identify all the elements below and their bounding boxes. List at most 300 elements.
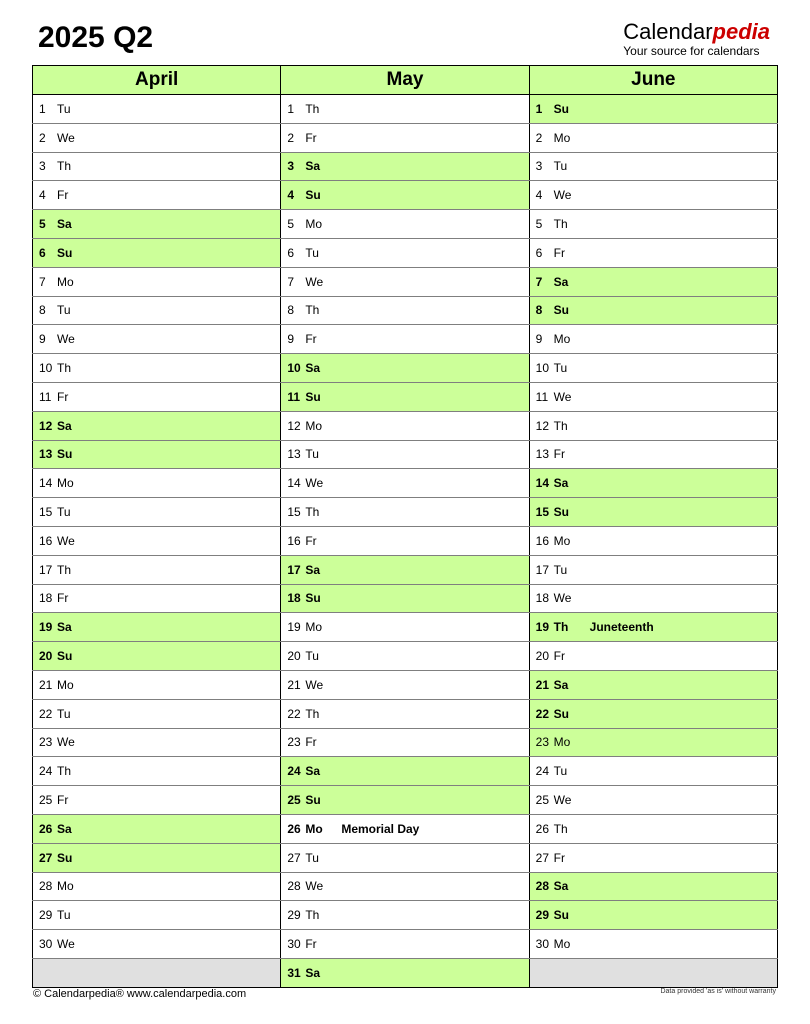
day-number: 22 [287, 706, 301, 721]
day-cell [529, 901, 777, 930]
calendar-row [33, 555, 778, 584]
day-of-week: Mo [57, 274, 74, 289]
day-of-week: Mo [553, 735, 571, 750]
day-cell [529, 440, 777, 469]
day-number: 24 [39, 764, 53, 779]
day-of-week: Fr [553, 245, 565, 260]
day-of-week: Mo [305, 821, 323, 836]
day-of-week: Fr [305, 130, 317, 145]
day-number: 8 [535, 303, 543, 318]
calendar-row [33, 95, 778, 124]
calendar-row [33, 843, 778, 872]
day-cell [529, 670, 777, 699]
day-cell [33, 210, 281, 239]
day-number: 26 [287, 821, 301, 836]
day-cell [529, 584, 777, 613]
day-cell [33, 267, 281, 296]
footer-disclaimer: Data provided 'as is' without warranty [660, 988, 776, 995]
day-cell [281, 584, 529, 613]
day-of-week: We [57, 533, 75, 548]
calendar-row [33, 757, 778, 786]
day-cell [281, 901, 529, 930]
day-of-week: Sa [57, 217, 72, 232]
day-number: 8 [287, 303, 295, 318]
day-cell [281, 699, 529, 728]
day-number: 1 [287, 101, 295, 116]
day-number: 15 [39, 505, 53, 520]
day-number: 27 [535, 850, 550, 865]
calendar-row [33, 728, 778, 757]
day-number: 21 [39, 677, 53, 692]
day-of-week: Sa [553, 274, 569, 289]
calendar-row [33, 699, 778, 728]
day-of-week: Sa [57, 418, 72, 433]
day-cell [33, 238, 281, 267]
day-of-week: Su [57, 447, 73, 462]
calendar-row [33, 296, 778, 325]
day-cell [33, 325, 281, 354]
day-number: 25 [39, 793, 53, 808]
day-of-week: We [553, 389, 572, 404]
day-number: 5 [287, 217, 295, 232]
day-number: 22 [39, 706, 53, 721]
day-number: 20 [535, 649, 550, 664]
day-cell [529, 757, 777, 786]
day-of-week: Th [57, 562, 72, 577]
day-number: 18 [287, 591, 301, 606]
day-of-week: Su [57, 649, 73, 664]
calendar-row [33, 123, 778, 152]
holiday-label: Juneteenth [589, 620, 654, 635]
day-number: 3 [535, 159, 543, 174]
day-number: 12 [287, 418, 301, 433]
day-number: 15 [535, 505, 550, 520]
day-of-week: Sa [305, 361, 321, 376]
day-cell [529, 95, 777, 124]
day-of-week: We [57, 735, 75, 750]
day-number: 28 [535, 879, 550, 894]
day-cell [281, 670, 529, 699]
day-of-week: Tu [305, 850, 319, 865]
day-cell [281, 613, 529, 642]
day-cell [281, 757, 529, 786]
day-cell [281, 382, 529, 411]
day-cell [33, 699, 281, 728]
calendar-row [33, 181, 778, 210]
calendar-row [33, 814, 778, 843]
day-number: 29 [287, 908, 301, 923]
day-of-week: We [305, 879, 324, 894]
day-number: 30 [287, 937, 301, 951]
day-cell [529, 872, 777, 901]
day-number: 4 [287, 188, 295, 203]
day-of-week: Tu [553, 764, 568, 779]
day-cell [33, 930, 281, 959]
day-cell [33, 814, 281, 843]
day-number: 17 [287, 562, 301, 577]
day-number: 2 [535, 130, 543, 145]
day-cell [529, 382, 777, 411]
day-number: 6 [535, 245, 543, 260]
day-number: 7 [39, 274, 46, 289]
day-of-week: Tu [57, 303, 71, 318]
calendar-row [33, 613, 778, 642]
day-of-week: Fr [57, 793, 69, 808]
day-cell [281, 728, 529, 757]
day-number: 19 [535, 620, 550, 635]
day-cell [529, 728, 777, 757]
day-number: 27 [39, 850, 53, 865]
calendar-row [33, 238, 778, 267]
day-cell [33, 123, 281, 152]
day-cell [33, 843, 281, 872]
day-cell [281, 469, 529, 498]
day-cell [33, 469, 281, 498]
day-of-week: Fr [305, 533, 317, 548]
day-number: 21 [535, 677, 550, 692]
day-cell [529, 498, 777, 527]
day-number: 25 [535, 793, 550, 808]
day-number: 11 [287, 389, 301, 404]
day-cell [33, 584, 281, 613]
day-of-week: Su [305, 188, 321, 203]
calendar-row [33, 469, 778, 498]
day-of-week: Fr [553, 649, 565, 664]
day-cell [529, 786, 777, 815]
day-of-week: Th [553, 821, 568, 836]
day-of-week: We [553, 591, 572, 606]
day-of-week: Fr [305, 937, 317, 951]
day-cell [281, 210, 529, 239]
day-number: 6 [39, 245, 46, 260]
day-number: 12 [535, 418, 550, 433]
calendar-row [33, 267, 778, 296]
calendar-row [33, 354, 778, 383]
day-of-week: Mo [553, 937, 571, 951]
day-of-week: Mo [57, 879, 74, 894]
day-number: 6 [287, 245, 295, 260]
day-cell [33, 757, 281, 786]
day-cell [529, 469, 777, 498]
calendar-table [32, 65, 778, 988]
day-cell [529, 181, 777, 210]
day-cell [281, 238, 529, 267]
day-of-week: Mo [305, 418, 322, 433]
day-cell [281, 786, 529, 815]
calendar-row [33, 325, 778, 354]
day-cell [529, 325, 777, 354]
day-of-week: Su [57, 245, 73, 260]
day-cell [281, 958, 529, 987]
day-cell [33, 613, 281, 642]
day-number: 10 [287, 361, 301, 376]
day-of-week: Th [553, 418, 568, 433]
day-cell [33, 555, 281, 584]
day-of-week: Th [305, 303, 320, 318]
brand-name-main: Calendar [623, 19, 713, 44]
day-of-week: Mo [553, 533, 571, 548]
day-number: 30 [535, 937, 550, 951]
calendar-row [33, 152, 778, 181]
day-number: 23 [535, 735, 550, 750]
day-cell [529, 267, 777, 296]
day-of-week: Th [305, 505, 320, 520]
day-of-week: Mo [305, 620, 322, 635]
day-cell [529, 930, 777, 959]
day-number: 22 [535, 706, 550, 721]
day-of-week: Tu [305, 245, 319, 260]
day-cell [281, 411, 529, 440]
day-number: 14 [535, 476, 550, 491]
brand-tagline: Your source for calendars [623, 44, 760, 58]
day-cell [529, 526, 777, 555]
day-number: 28 [287, 879, 301, 894]
day-number: 2 [39, 130, 46, 145]
day-of-week: Sa [305, 562, 321, 577]
day-cell [33, 498, 281, 527]
day-number: 14 [287, 476, 301, 491]
day-cell [529, 411, 777, 440]
day-of-week: We [57, 130, 75, 145]
day-number: 11 [535, 389, 549, 404]
day-of-week: Sa [553, 879, 569, 894]
calendar-row [33, 382, 778, 411]
day-cell [33, 95, 281, 124]
calendar-row [33, 872, 778, 901]
day-cell [529, 814, 777, 843]
page-title: 2025 Q2 [38, 21, 154, 54]
day-cell [33, 354, 281, 383]
day-number: 25 [287, 793, 301, 808]
day-cell [281, 354, 529, 383]
day-number: 16 [39, 533, 53, 548]
day-of-week: Mo [57, 677, 74, 692]
day-cell [33, 296, 281, 325]
brand-logo[interactable] [623, 20, 770, 58]
day-cell [529, 210, 777, 239]
day-of-week: Sa [305, 159, 321, 174]
day-of-week: Mo [305, 217, 322, 232]
calendar-row [33, 786, 778, 815]
day-number: 9 [535, 332, 543, 347]
day-cell [529, 296, 777, 325]
day-number: 16 [287, 533, 301, 548]
day-number: 18 [535, 591, 550, 606]
day-number: 12 [39, 418, 53, 433]
day-of-week: Su [305, 389, 321, 404]
calendar-row [33, 958, 778, 987]
day-cell [529, 642, 777, 671]
day-number: 13 [39, 447, 53, 462]
day-of-week: Sa [57, 821, 72, 836]
day-of-week: Sa [305, 965, 321, 980]
day-of-week: Su [553, 101, 569, 116]
day-of-week: Th [57, 361, 72, 376]
day-of-week: Tu [305, 447, 319, 462]
day-cell [529, 555, 777, 584]
day-of-week: We [305, 274, 324, 289]
day-cell [33, 526, 281, 555]
day-of-week: Mo [553, 332, 571, 347]
day-number: 2 [287, 130, 295, 145]
day-number: 11 [39, 389, 52, 404]
day-cell [281, 95, 529, 124]
day-number: 4 [39, 188, 46, 203]
day-cell [281, 296, 529, 325]
holiday-label: Memorial Day [341, 821, 420, 836]
day-cell [281, 123, 529, 152]
day-of-week: Tu [57, 908, 71, 923]
calendar-row [33, 901, 778, 930]
day-number: 7 [287, 274, 295, 289]
day-cell [33, 786, 281, 815]
month-header-june: June [529, 66, 777, 95]
day-number: 13 [287, 447, 301, 462]
day-of-week: Su [305, 793, 321, 808]
day-number: 19 [287, 620, 301, 635]
day-of-week: Su [57, 850, 73, 865]
empty-cell [529, 958, 777, 987]
day-cell [33, 152, 281, 181]
day-number: 26 [535, 821, 550, 836]
day-of-week: Th [57, 159, 72, 174]
calendar-row [33, 670, 778, 699]
day-number: 3 [39, 159, 46, 174]
day-of-week: Sa [553, 476, 569, 491]
day-of-week: Fr [57, 188, 69, 203]
day-number: 1 [535, 101, 543, 116]
calendar-body [33, 95, 778, 988]
day-of-week: Mo [553, 130, 571, 145]
day-of-week: Th [553, 217, 568, 232]
day-number: 23 [287, 735, 301, 750]
day-cell [529, 699, 777, 728]
day-number: 4 [535, 188, 543, 203]
brand-name [623, 20, 770, 44]
day-number: 14 [39, 476, 53, 491]
day-of-week: Su [553, 505, 569, 520]
day-number: 8 [39, 303, 46, 318]
calendar-row [33, 498, 778, 527]
day-number: 5 [39, 217, 46, 232]
day-number: 9 [39, 332, 46, 347]
calendar-row [33, 526, 778, 555]
day-of-week: We [553, 793, 572, 808]
day-number: 19 [39, 620, 53, 635]
day-of-week: Mo [57, 476, 74, 491]
day-cell [33, 872, 281, 901]
day-number: 5 [535, 217, 543, 232]
day-number: 7 [535, 274, 543, 289]
day-cell [529, 152, 777, 181]
day-of-week: Tu [57, 706, 71, 721]
empty-cell [33, 958, 281, 987]
day-number: 9 [287, 332, 295, 347]
day-number: 20 [287, 649, 301, 664]
day-of-week: Sa [553, 677, 569, 692]
day-of-week: We [57, 332, 75, 347]
day-cell [33, 181, 281, 210]
day-of-week: Th [57, 764, 72, 779]
day-of-week: We [305, 476, 324, 491]
day-number: 24 [287, 764, 301, 779]
day-of-week: Tu [553, 361, 568, 376]
day-of-week: Fr [57, 591, 69, 606]
calendar-row [33, 642, 778, 671]
day-of-week: Tu [57, 505, 71, 520]
day-of-week: Sa [57, 620, 72, 635]
day-of-week: Su [553, 303, 569, 318]
day-number: 13 [535, 447, 550, 462]
day-cell [281, 843, 529, 872]
day-number: 31 [287, 965, 301, 980]
day-cell [529, 354, 777, 383]
day-of-week: Su [553, 908, 569, 923]
day-number: 29 [39, 908, 53, 923]
day-number: 29 [535, 908, 550, 923]
day-of-week: Th [305, 101, 320, 116]
day-of-week: Fr [57, 389, 69, 404]
calendar-row [33, 411, 778, 440]
day-of-week: We [57, 937, 75, 951]
day-of-week: Tu [305, 649, 319, 664]
day-number: 21 [287, 677, 301, 692]
day-cell [33, 382, 281, 411]
day-of-week: We [553, 188, 572, 203]
brand-name-accent: pedia [712, 19, 770, 44]
day-cell [529, 843, 777, 872]
day-cell [281, 642, 529, 671]
day-cell [281, 325, 529, 354]
day-number: 17 [535, 562, 550, 577]
day-number: 10 [39, 361, 53, 376]
day-cell [281, 440, 529, 469]
day-number: 15 [287, 505, 301, 520]
day-cell [33, 440, 281, 469]
day-cell [281, 526, 529, 555]
day-of-week: Tu [553, 159, 568, 174]
day-number: 27 [287, 850, 301, 865]
day-of-week: Fr [305, 332, 317, 347]
day-cell [281, 267, 529, 296]
day-cell [281, 498, 529, 527]
day-number: 24 [535, 764, 550, 779]
calendar-row [33, 210, 778, 239]
day-number: 20 [39, 649, 53, 664]
day-of-week: Th [305, 908, 320, 923]
calendar-row [33, 930, 778, 959]
day-of-week: Fr [553, 850, 565, 865]
day-number: 26 [39, 821, 53, 836]
day-cell [33, 901, 281, 930]
day-cell [281, 152, 529, 181]
day-of-week: Tu [57, 101, 71, 116]
day-cell [281, 181, 529, 210]
day-number: 18 [39, 591, 53, 606]
day-cell [529, 238, 777, 267]
day-of-week: Sa [305, 764, 321, 779]
calendar-row [33, 584, 778, 613]
day-number: 23 [39, 735, 53, 750]
day-number: 30 [39, 937, 53, 951]
day-cell [281, 555, 529, 584]
day-of-week: Th [553, 620, 569, 635]
day-of-week: We [305, 677, 324, 692]
day-number: 1 [39, 101, 46, 116]
footer-copyright: © Calendarpedia® www.calendarpedia.com [33, 988, 247, 1000]
month-header-may: May [281, 66, 529, 95]
calendar-row [33, 440, 778, 469]
